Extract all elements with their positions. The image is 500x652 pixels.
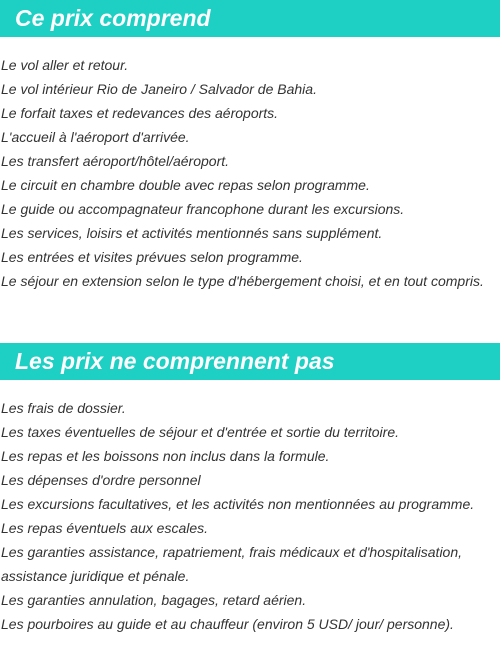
list-item: assistance juridique et pénale. — [1, 568, 190, 584]
list-item: Les repas éventuels aux escales. — [1, 520, 209, 536]
list-item: Les services, loisirs et activités mentionnés sans supplément. — [1, 225, 383, 241]
section-includes — [0, 0, 500, 293]
list-item: Les garanties assistance, rapatriement, frais médicaux et d'hospitalisation, — [1, 544, 463, 560]
list-item: Les dépenses d'ordre personnel — [1, 472, 201, 488]
list-item: Le séjour en extension selon le type d'hébergement choisi, et en tout compris. — [1, 273, 484, 289]
list-item: L'accueil à l'aéroport d'arrivée. — [1, 129, 190, 145]
list-item: Les frais de dossier. — [1, 400, 126, 416]
list-item: Les excursions facultatives, et les activités non mentionnées au programme. — [1, 496, 475, 512]
section-title-includes: Ce prix comprend — [0, 0, 500, 37]
list-item: Les taxes éventuelles de séjour et d'entrée et sortie du territoire. — [1, 424, 400, 440]
includes-list — [0, 53, 500, 293]
list-item: Les transfert aéroport/hôtel/aéroport. — [1, 153, 230, 169]
list-item: Le vol aller et retour. — [1, 57, 129, 73]
list-item: Les entrées et visites prévues selon programme. — [1, 249, 303, 265]
list-item: Le vol intérieur Rio de Janeiro / Salvador de Bahia. — [1, 81, 317, 97]
excludes-list — [0, 396, 500, 636]
list-item: Le guide ou accompagnateur francophone durant les excursions. — [1, 201, 405, 217]
section-excludes — [0, 343, 500, 636]
list-item: Les pourboires au guide et au chauffeur (environ 5 USD/ jour/ personne). — [1, 616, 454, 632]
list-item: Le circuit en chambre double avec repas selon programme. — [1, 177, 370, 193]
list-item: Le forfait taxes et redevances des aéroports. — [1, 105, 279, 121]
section-title-excludes: Les prix ne comprennent pas — [0, 343, 500, 380]
list-item: Les garanties annulation, bagages, retard aérien. — [1, 592, 307, 608]
list-item: Les repas et les boissons non inclus dans la formule. — [1, 448, 330, 464]
